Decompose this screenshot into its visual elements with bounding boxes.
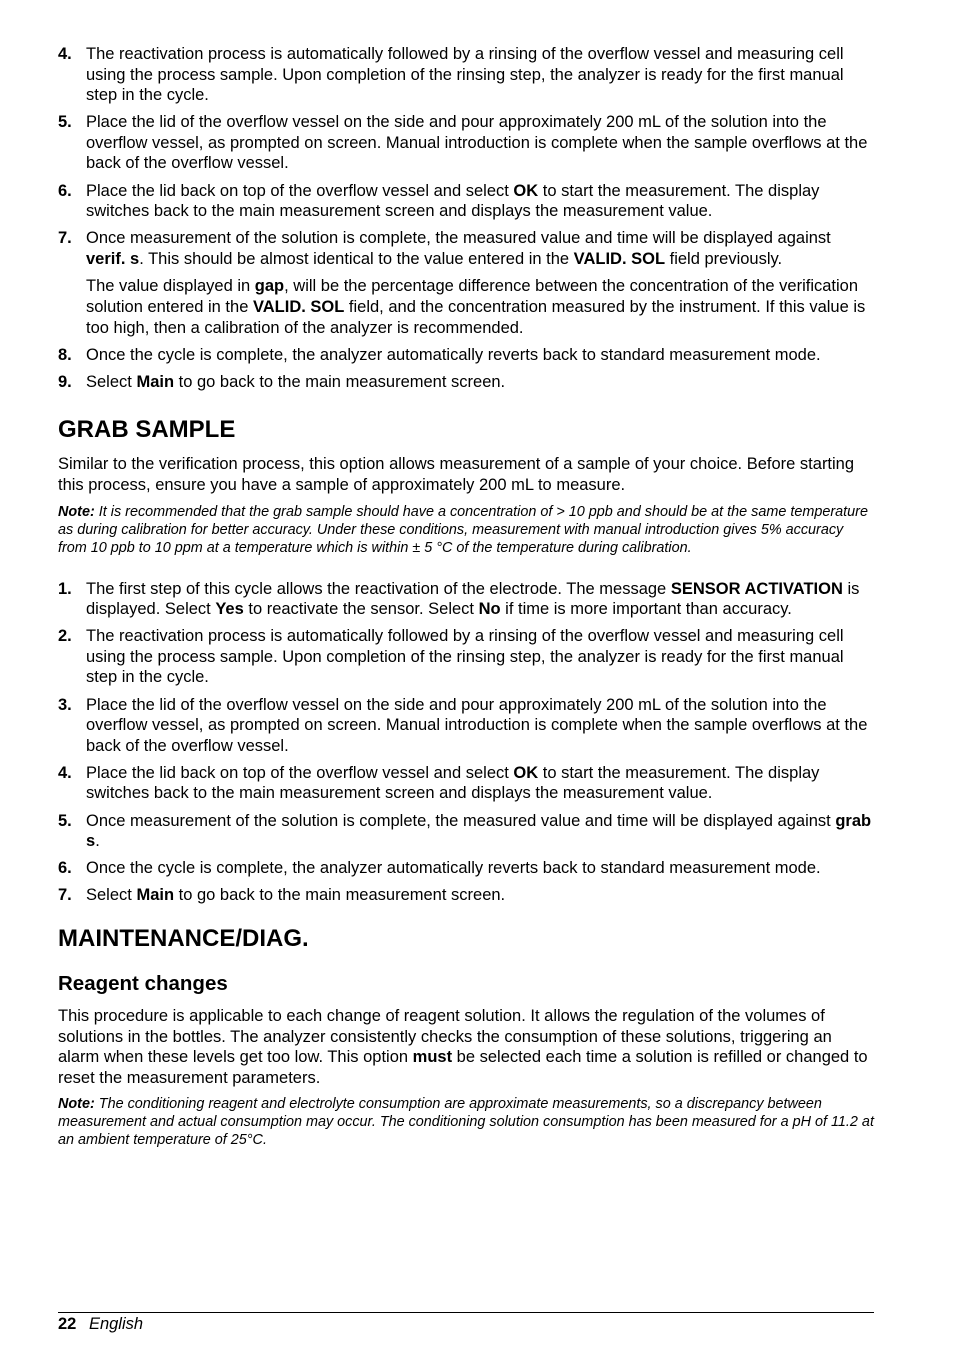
step-number: 6. xyxy=(58,181,72,200)
bold-term: must xyxy=(412,1048,453,1067)
list-item xyxy=(58,228,874,338)
step-text xyxy=(86,811,874,852)
text-run: Place the lid back on top of the overflow vessel and select xyxy=(86,763,514,782)
step-text xyxy=(86,228,874,269)
text-run: field previously. xyxy=(665,249,783,268)
bold-term: VALID. SOL xyxy=(252,298,345,317)
text-run: Place the lid back on top of the overflow vessel and select xyxy=(86,181,514,200)
step-text xyxy=(86,372,874,393)
step-text xyxy=(86,626,874,688)
text-run: to start the measurement. The display switches back to the main measurement screen and displays the measurement value. xyxy=(86,181,820,221)
list-item xyxy=(58,372,874,393)
document-page xyxy=(58,44,874,1149)
text-run: field, and the concentration measured by the instrument. If this value is too high, then a calibration of the analyzer is recommended. xyxy=(86,298,866,337)
step-text xyxy=(86,885,874,906)
maintenance-heading: MAINTENANCE/DIAG. xyxy=(58,924,309,952)
grab-sample-steps-list xyxy=(58,579,874,906)
page-footer xyxy=(58,1312,874,1334)
footer-language: English xyxy=(88,1315,144,1333)
text-run: to reactivate the sensor. Select xyxy=(243,600,479,619)
step-text xyxy=(86,579,874,620)
step-text xyxy=(86,345,874,366)
reagent-changes-note xyxy=(58,1095,874,1149)
text-run: . xyxy=(95,832,100,851)
list-item xyxy=(58,181,874,222)
step-number: 7. xyxy=(58,229,72,248)
step-subparagraph xyxy=(86,276,874,338)
step-number: 4. xyxy=(58,763,72,782)
verification-steps-list xyxy=(58,44,874,392)
text-run: Once the cycle is complete, the analyzer automatically reverts back to standard measurement mode. xyxy=(86,859,821,878)
text-run: be selected each time a solution is refilled or changed to reset the measurement parameters. xyxy=(58,1048,868,1087)
text-run: is displayed. Select xyxy=(86,579,860,619)
bold-term: No xyxy=(478,600,501,619)
list-item xyxy=(58,885,874,906)
step-number: 5. xyxy=(58,113,72,132)
step-number: 5. xyxy=(58,811,72,830)
bold-term: OK xyxy=(513,181,539,200)
text-run: Once measurement of the solution is complete, the measured value and time will be displayed against xyxy=(86,229,831,248)
bold-term: OK xyxy=(513,763,539,782)
text-run: Select xyxy=(86,372,137,391)
reagent-changes-body xyxy=(58,1006,874,1088)
list-item xyxy=(58,44,874,106)
text-run: This procedure is applicable to each change of reagent solution. It allows the regulation of the volumes of solutions in the bottles. The analyzer consistently checks the consumption of these solutions, triggering an alarm when these levels get too low. This option xyxy=(58,1006,832,1067)
text-run: to go back to the main measurement screen. xyxy=(174,372,506,391)
text-run: Place the lid of the overflow vessel on the side and pour approximately 200 mL of the solution into the overflow vessel, as prompted on screen. Manual introduction is complete when the sample overflows at the back of the overflow vessel. xyxy=(86,113,868,173)
bold-term: gap xyxy=(254,277,285,296)
list-item xyxy=(58,695,874,757)
step-text xyxy=(86,181,874,222)
text-run: to start the measurement. The display switches back to the main measurement screen and displays the measurement value. xyxy=(86,763,820,803)
list-item xyxy=(58,763,874,804)
list-item xyxy=(58,626,874,688)
note-text: The conditioning reagent and electrolyte consumption are approximate measurements, so a discrepancy between measurement and actual consumption may occur. The conditioning solution consumption has been measured for a pH of 11.2 at an ambient temperature of 25°C. xyxy=(58,1096,874,1149)
step-text xyxy=(86,858,874,879)
reagent-changes-heading: Reagent changes xyxy=(58,971,228,995)
text-run: The reactivation process is automatically followed by a rinsing of the overflow vessel and measuring cell using the process sample. Upon completion of the rinsing step, the analyzer is ready for the first manual step in the cycle. xyxy=(86,627,844,687)
text-run: Place the lid of the overflow vessel on the side and pour approximately 200 mL of the solution into the overflow vessel, as prompted on screen. Manual introduction is complete when the sample overflows at the back of the overflow vessel. xyxy=(86,695,868,755)
note-label: Note: xyxy=(58,503,95,520)
list-item xyxy=(58,579,874,620)
step-text xyxy=(86,44,874,106)
step-number: 6. xyxy=(58,859,72,878)
step-number: 3. xyxy=(58,695,72,714)
text-run: . This should be almost identical to the value entered in the xyxy=(139,249,574,268)
page-number: 22 xyxy=(58,1315,77,1333)
bold-term: grab s xyxy=(86,811,872,851)
list-item xyxy=(58,811,874,852)
grab-sample-heading: GRAB SAMPLE xyxy=(58,416,236,444)
step-number: 2. xyxy=(58,627,72,646)
list-item xyxy=(58,345,874,366)
bold-term: Yes xyxy=(215,600,244,619)
text-run: The value displayed in xyxy=(86,277,255,296)
step-number: 7. xyxy=(58,886,72,905)
text-run: , will be the percentage difference between the concentration of the verification solution entered in the xyxy=(86,277,859,317)
text-run: if time is more important than accuracy. xyxy=(500,600,792,619)
step-text xyxy=(86,763,874,804)
list-item xyxy=(58,112,874,174)
text-run: The reactivation process is automatically followed by a rinsing of the overflow vessel and measuring cell using the process sample. Upon completion of the rinsing step, the analyzer is ready for the first manual step in the cycle. xyxy=(86,45,844,105)
list-item xyxy=(58,858,874,879)
text-run: to go back to the main measurement screen. xyxy=(174,886,506,905)
grab-sample-note xyxy=(58,503,874,557)
grab-sample-intro: Similar to the verification process, this option allows measurement of a sample of your choice. Before starting this process, ensure you have a sample of approximately 200 mL to measure. xyxy=(58,455,855,494)
note-label: Note: xyxy=(58,1096,95,1113)
bold-term: VALID. SOL xyxy=(573,249,666,268)
bold-term: verif. s xyxy=(86,249,140,268)
step-text xyxy=(86,695,874,757)
step-number: 1. xyxy=(58,579,72,598)
bold-term: SENSOR ACTIVATION xyxy=(670,579,843,598)
note-text: It is recommended that the grab sample should have a concentration of > 10 ppb and should be at the same temperature as during calibration for better accuracy. Under these conditions, measurement with manual introduction gives 5% accuracy from 10 ppb to 10 ppm at a temperature which is within ± 5 °C of the temperature during calibration. xyxy=(58,503,868,556)
bold-term: Main xyxy=(136,886,175,905)
step-text xyxy=(86,112,874,174)
text-run: The first step of this cycle allows the reactivation of the electrode. The message xyxy=(86,579,671,598)
bold-term: Main xyxy=(136,372,175,391)
step-number: 4. xyxy=(58,45,72,63)
text-run: Once the cycle is complete, the analyzer automatically reverts back to standard measurement mode. xyxy=(86,345,821,364)
text-run: Once measurement of the solution is complete, the measured value and time will be displayed against xyxy=(86,811,836,830)
step-number: 8. xyxy=(58,345,72,364)
text-run: Select xyxy=(86,886,137,905)
step-number: 9. xyxy=(58,372,72,391)
